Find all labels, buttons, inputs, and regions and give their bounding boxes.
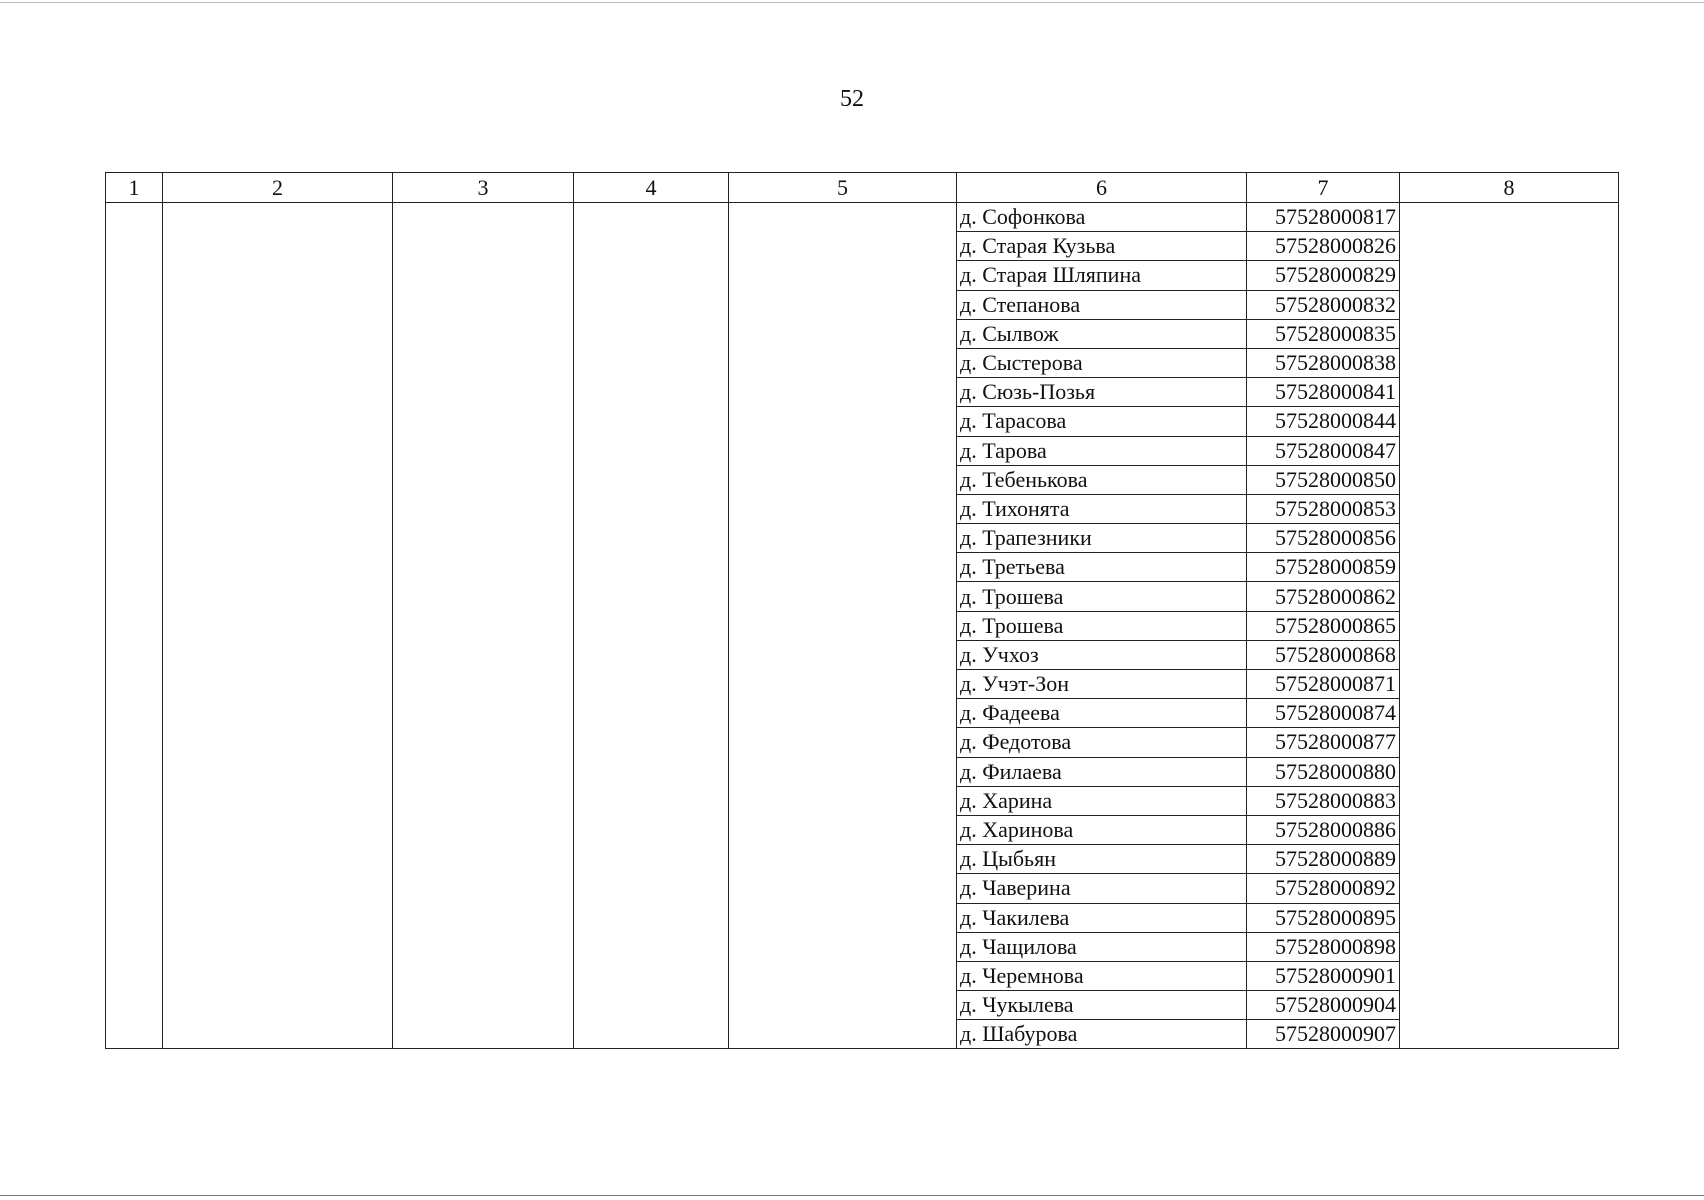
column-header: 4	[574, 173, 729, 203]
settlement-name-cell: д. Тихонята	[957, 494, 1247, 523]
oktmo-code-cell: 57528000829	[1247, 261, 1400, 290]
oktmo-code-cell: 57528000832	[1247, 290, 1400, 319]
settlement-name-cell: д. Трошева	[957, 582, 1247, 611]
scan-edge-bottom	[0, 1195, 1704, 1196]
settlement-name-cell: д. Сыстерова	[957, 348, 1247, 377]
oktmo-code-cell: 57528000856	[1247, 524, 1400, 553]
page-number: 52	[840, 86, 864, 112]
settlement-name-cell: д. Степанова	[957, 290, 1247, 319]
settlement-name-cell: д. Черемнова	[957, 961, 1247, 990]
oktmo-code-cell: 57528000889	[1247, 845, 1400, 874]
settlement-name-cell: д. Цыбьян	[957, 845, 1247, 874]
settlement-name-cell: д. Харинова	[957, 815, 1247, 844]
settlement-name-cell: д. Чащилова	[957, 932, 1247, 961]
oktmo-code-cell: 57528000865	[1247, 611, 1400, 640]
settlement-name-cell: д. Учэт-Зон	[957, 670, 1247, 699]
oktmo-code-cell: 57528000874	[1247, 699, 1400, 728]
settlement-name-cell: д. Третьева	[957, 553, 1247, 582]
oktmo-code-cell: 57528000817	[1247, 203, 1400, 232]
settlement-name-cell: д. Тарасова	[957, 407, 1247, 436]
oktmo-code-cell: 57528000901	[1247, 961, 1400, 990]
oktmo-code-cell: 57528000880	[1247, 757, 1400, 786]
oktmo-code-cell: 57528000844	[1247, 407, 1400, 436]
oktmo-code-cell: 57528000892	[1247, 874, 1400, 903]
column-header: 7	[1247, 173, 1400, 203]
settlement-name-cell: д. Чаверина	[957, 874, 1247, 903]
oktmo-code-cell: 57528000838	[1247, 348, 1400, 377]
settlement-name-cell: д. Софонкова	[957, 203, 1247, 232]
oktmo-code-cell: 57528000886	[1247, 815, 1400, 844]
scan-edge-top	[0, 2, 1704, 3]
oktmo-code-cell: 57528000868	[1247, 640, 1400, 669]
settlement-name-cell: д. Чукылева	[957, 991, 1247, 1020]
settlement-name-cell: д. Трапезники	[957, 524, 1247, 553]
oktmo-code-cell: 57528000847	[1247, 436, 1400, 465]
oktmo-code-cell: 57528000904	[1247, 991, 1400, 1020]
column-header: 3	[393, 173, 574, 203]
table-header-row	[106, 173, 1619, 203]
settlement-name-cell: д. Старая Кузьва	[957, 232, 1247, 261]
column-header: 6	[957, 173, 1247, 203]
oktmo-code-cell: 57528000898	[1247, 932, 1400, 961]
oktmo-code-cell: 57528000826	[1247, 232, 1400, 261]
settlements-table	[105, 172, 1619, 1049]
oktmo-code-cell: 57528000862	[1247, 582, 1400, 611]
settlement-name-cell: д. Филаева	[957, 757, 1247, 786]
column-header: 1	[106, 173, 163, 203]
settlement-name-cell: д. Фадеева	[957, 699, 1247, 728]
settlement-name-cell: д. Шабурова	[957, 1020, 1247, 1049]
empty-cell-col-8	[1400, 203, 1619, 1049]
oktmo-code-cell: 57528000877	[1247, 728, 1400, 757]
oktmo-code-cell: 57528000850	[1247, 465, 1400, 494]
oktmo-code-cell: 57528000871	[1247, 670, 1400, 699]
oktmo-code-cell: 57528000841	[1247, 378, 1400, 407]
settlement-name-cell: д. Тебенькова	[957, 465, 1247, 494]
settlement-name-cell: д. Сылвож	[957, 319, 1247, 348]
oktmo-code-cell: 57528000859	[1247, 553, 1400, 582]
empty-cell-col-2	[163, 203, 393, 1049]
settlement-name-cell: д. Чакилева	[957, 903, 1247, 932]
oktmo-code-cell: 57528000895	[1247, 903, 1400, 932]
settlement-name-cell: д. Федотова	[957, 728, 1247, 757]
table-body	[106, 203, 1619, 1049]
settlement-name-cell: д. Трошева	[957, 611, 1247, 640]
column-header: 5	[729, 173, 957, 203]
empty-cell-col-5	[729, 203, 957, 1049]
oktmo-code-cell: 57528000883	[1247, 786, 1400, 815]
settlement-name-cell: д. Старая Шляпина	[957, 261, 1247, 290]
column-header: 8	[1400, 173, 1619, 203]
settlement-name-cell: д. Харина	[957, 786, 1247, 815]
column-header: 2	[163, 173, 393, 203]
settlement-name-cell: д. Сюзь-Позья	[957, 378, 1247, 407]
settlement-name-cell: д. Учхоз	[957, 640, 1247, 669]
settlement-name-cell: д. Тарова	[957, 436, 1247, 465]
oktmo-code-cell: 57528000907	[1247, 1020, 1400, 1049]
oktmo-code-cell: 57528000853	[1247, 494, 1400, 523]
table-row	[106, 203, 1619, 232]
empty-cell-col-3	[393, 203, 574, 1049]
empty-cell-col-4	[574, 203, 729, 1049]
empty-cell-col-1	[106, 203, 163, 1049]
oktmo-code-cell: 57528000835	[1247, 319, 1400, 348]
